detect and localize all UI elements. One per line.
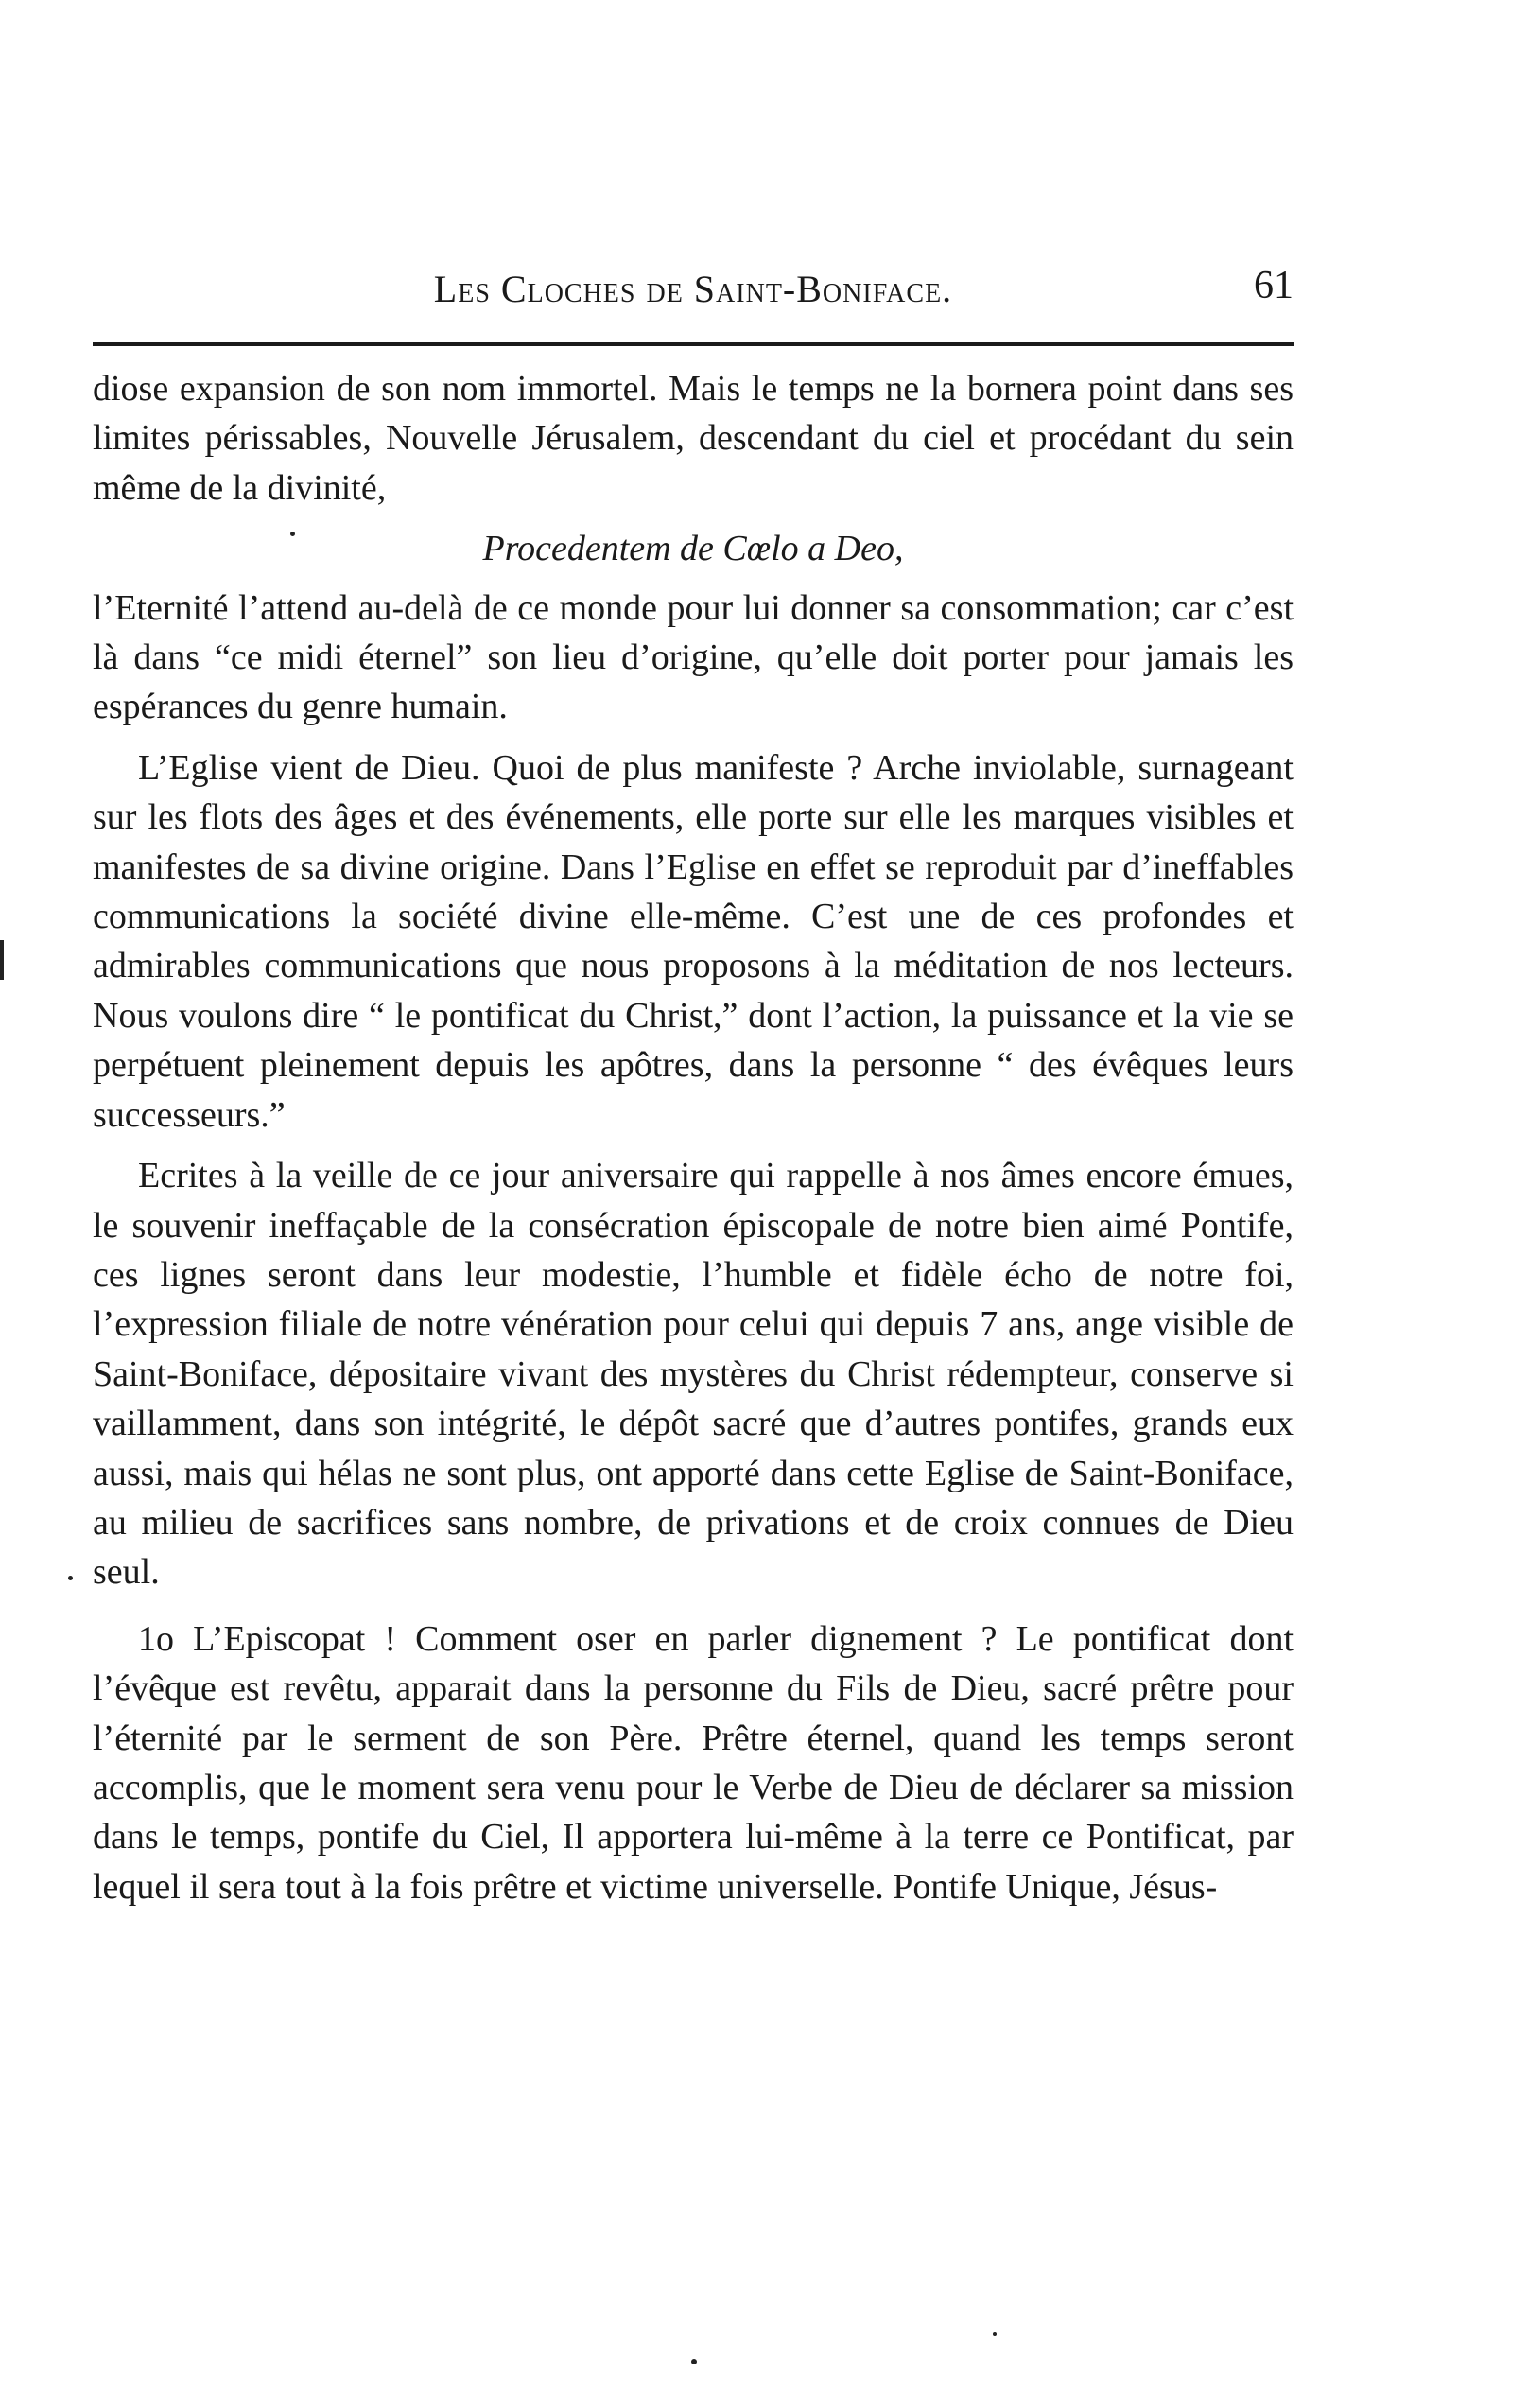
paragraph-eglise: L’Eglise vient de Dieu. Quoi de plus manifeste ? Arche inviolable, surnageant sur les flots des âges et des événements, elle porte sur elle les marques visibles et manifestes de sa divine origine. Dans l’Eglise en effet se reproduit par d’ineffables communications la société divine elle-même. C’est une de ces profondes et admirables communications que nous proposons à la méditation de nos lecteurs. Nous voulons dire “ le pontificat du Christ,” dont l’action, la puissance et la vie se perpétuent pleinement depuis les apôtres, dans la personne “ des évêques leurs successeurs.” [93, 747, 1294, 1135]
scan-speck [691, 2359, 697, 2364]
page-header [93, 257, 1294, 314]
scan-edge-mark [0, 940, 4, 980]
scan-speck [993, 2332, 997, 2336]
scan-speck [68, 1576, 73, 1580]
scan-speck [290, 532, 295, 536]
paragraph-episcopat: 1o L’Episcopat ! Comment oser en parler dignement ? Le pontificat dont l’évêque est revêtu, apparait dans la personne du Fils de Dieu, sacré prêtre pour l’éternité par le serment de son Père. Prêtre éternel, quand les temps seront accomplis, que le moment sera venu pour le Verbe de Dieu de déclarer sa mission dans le temps, pontife du Ciel, Il apportera lui-même à la terre ce Pontificat, par lequel il sera tout à la fois prêtre et victime universelle. Pontife Unique, Jésus- [93, 1618, 1294, 1907]
header-rule [93, 342, 1294, 346]
page-number: 61 [1254, 264, 1294, 307]
running-head: Les Cloches de Saint-Boniface. [433, 268, 953, 310]
body-text [93, 364, 1294, 1911]
latin-quotation: Procedentem de Cœlo a Deo, [482, 529, 904, 569]
paragraph-continuation: diose expansion de son nom immortel. Mais le temps ne la bornera point dans ses limites périssables, Nouvelle Jérusalem, descendant du ciel et procédant du sein même de la divinité, [93, 369, 1294, 508]
paragraph-ecrites: Ecrites à la veille de ce jour aniversaire qui rappelle à nos âmes encore émues, le souvenir ineffaçable de la consécration épiscopale de notre bien aimé Pontife, ces lignes seront dans leur modestie, l’humble et fidèle écho de notre foi, l’expression filiale de notre vénération pour celui qui depuis 7 ans, ange visible de Saint-Boniface, dépositaire vivant des mystères du Christ rédempteur, conserve si vaillamment, dans son intégrité, le dépôt sacré que d’autres pontifes, grands eux aussi, mais qui hélas ne sont plus, ont apporté dans cette Eglise de Saint-Boniface, au milieu de sacrifices sans nombre, de privations et de croix connues de Dieu seul. [93, 1156, 1294, 1593]
paragraph-eternite: l’Eternité l’attend au-delà de ce monde pour lui donner sa consommation; car c’est là dans “ce midi éternel” son lieu d’origine, qu’elle doit porter pour jamais les espérances du genre humain. [93, 587, 1294, 727]
